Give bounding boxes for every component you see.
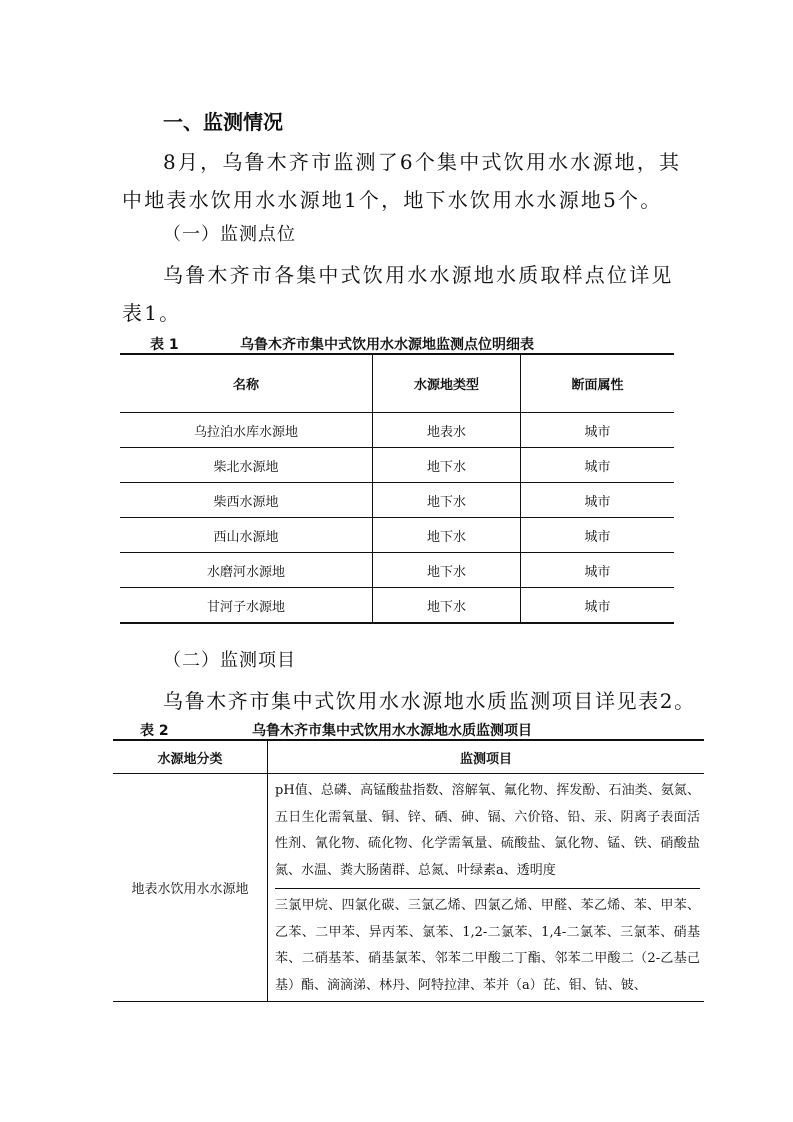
cell-attribute: 城市 (521, 483, 675, 518)
cell-name: 水磨河水源地 (120, 553, 373, 588)
section-heading: 一、监测情况 (163, 110, 283, 134)
cell-name: 乌拉泊水库水源地 (120, 413, 373, 448)
points-paragraph-line-1: 乌鲁木齐市各集中式饮用水水源地水质取样点位详见 (163, 263, 674, 287)
table-row (120, 588, 674, 624)
cell-attribute: 城市 (521, 448, 675, 483)
cell-type: 地下水 (373, 553, 521, 588)
table1-number: 表 1 (150, 337, 179, 353)
cell-name: 柴北水源地 (120, 448, 373, 483)
subsection-heading-points: （一）监测点位 (163, 224, 296, 245)
cell-attribute: 城市 (521, 518, 675, 553)
basic-items-text: pH值、总磷、高锰酸盐指数、溶解氧、氟化物、挥发酚、石油类、氨氮、五日生化需氧量、铜、锌、硒、砷、镉、六价铬、铅、汞、阴离子表面活性剂、氰化物、硫化物、化学需氧量、硫酸盐、氯化物、锰、铁、硝酸盐氮、水温、粪大肠菌群、总氮、叶绿素a、透明度 (275, 778, 700, 889)
table-row (120, 448, 674, 483)
cell-category: 地表水饮用水水源地 (131, 882, 249, 897)
column-header-name: 名称 (120, 354, 373, 413)
table-row (120, 553, 674, 588)
intro-paragraph-line-2: 中地表水饮用水水源地1个，地下水饮用水水源地5个。 (122, 188, 663, 212)
table-header-row (120, 354, 674, 413)
intro-paragraph-line-1: 8月，乌鲁木齐市监测了6个集中式饮用水水源地，其 (163, 150, 682, 174)
table-row (120, 518, 674, 553)
cell-attribute: 城市 (521, 553, 675, 588)
column-header-category: 水源地分类 (113, 740, 268, 774)
cell-name: 西山水源地 (120, 518, 373, 553)
points-paragraph-line-2: 表1。 (122, 301, 182, 325)
column-header-items: 监测项目 (268, 740, 705, 774)
subsection-heading-items: （二）监测项目 (163, 650, 296, 671)
cell-type: 地下水 (373, 518, 521, 553)
cell-type: 地下水 (373, 483, 521, 518)
table-header-row (113, 740, 704, 774)
table-row (120, 413, 674, 448)
cell-name: 甘河子水源地 (206, 599, 285, 615)
table2-number: 表 2 (140, 723, 169, 739)
cell-type: 地下水 (373, 588, 521, 624)
cell-attribute: 城市 (521, 413, 675, 448)
table-row (120, 483, 674, 518)
cell-type: 地下水 (373, 448, 521, 483)
items-paragraph: 乌鲁木齐市集中式饮用水水源地水质监测项目详见表2。 (163, 689, 696, 713)
column-header-attribute: 断面属性 (521, 354, 675, 413)
cell-items (268, 774, 705, 1002)
table-row (113, 774, 704, 1002)
cell-type: 地表水 (373, 413, 521, 448)
table1-title: 乌鲁木齐市集中式饮用水水源地监测点位明细表 (240, 337, 534, 353)
table2-title: 乌鲁木齐市集中式饮用水水源地水质监测项目 (252, 723, 532, 739)
cell-attribute: 城市 (521, 588, 675, 624)
column-header-type: 水源地类型 (373, 354, 521, 413)
special-items-text: 三氯甲烷、四氯化碳、三氯乙烯、四氯乙烯、甲醛、苯乙烯、苯、甲苯、乙苯、二甲苯、异丙苯、氯苯、1,2-二氯苯、1,4-二氯苯、三氯苯、硝基苯、二硝基苯、硝基氯苯、邻苯二甲酸二丁酯、邻苯二甲酸二（2-乙基己基）酯、滴滴涕、林丹、阿特拉津、苯并（a）芘、钼、钴、铍、 (275, 898, 700, 993)
cell-name: 柴西水源地 (120, 483, 373, 518)
monitoring-points-table (120, 353, 674, 624)
monitoring-items-table (113, 739, 704, 1002)
